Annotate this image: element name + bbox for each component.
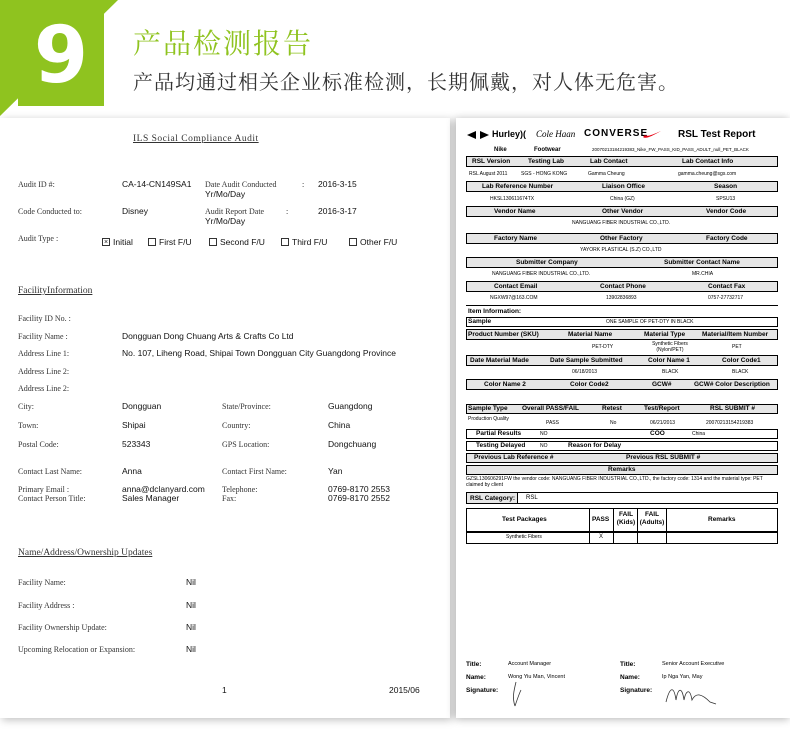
type-option-third: Third F/U (281, 237, 327, 247)
conducted-to-label: Code Conducted to: (18, 207, 82, 216)
telephone-value: 0769-8170 2553 (328, 484, 390, 494)
type-option-other: Other F/U (349, 237, 397, 247)
address3-label: Address Line 2: (18, 384, 70, 393)
contact-fax: 0757-27732717 (708, 295, 744, 301)
sample-type: Production Quality (468, 416, 509, 422)
category-label: RSL Category: (470, 495, 516, 502)
rsl-version: RSL August 2011 (469, 171, 508, 177)
report-title: RSL Test Report (678, 129, 756, 140)
col-other-vendor: Other Vendor (602, 208, 644, 215)
fax-value: 0769-8170 2552 (328, 493, 390, 503)
sig1-name: Wong Yiu Man, Vincent (508, 674, 565, 680)
col-gcw: GCW# (652, 381, 672, 388)
category-value: RSL (526, 495, 538, 501)
col-submit: RSL SUBMIT # (710, 405, 756, 412)
first-name-value: Yan (328, 466, 343, 476)
gps-value: Dongchuang (328, 439, 377, 449)
col-liaison-office: Liaison Office (602, 183, 645, 190)
page-number: 1 (222, 685, 227, 695)
footer-date: 2015/06 (389, 685, 420, 695)
update-name-label: Facility Name: (18, 578, 66, 587)
date-submitted: 06/18/2013 (572, 369, 598, 375)
section-subtitle: 产品均通过相关企业标准检测，长期佩戴，对人体无危害。 (133, 70, 679, 94)
col-fail-adults: FAIL (Adults) (639, 511, 665, 526)
town-value: Shipai (122, 420, 146, 430)
col-color-name-1: Color Name 1 (648, 357, 690, 364)
col-test-report: Test/Report (644, 405, 680, 412)
cole-haan-wordmark: Cole Haan (536, 129, 576, 139)
address1-value: No. 107, Liheng Road, Shipai Town Dongguan City Guangdong Province (122, 348, 396, 358)
col-rsl-version: RSL Version (472, 158, 511, 165)
col-sku: Product Number (SKU) (468, 331, 539, 338)
audit-type-label: Audit Type : (18, 234, 59, 243)
colon: : (286, 207, 289, 216)
checkbox (349, 238, 357, 246)
facility-id-label: Facility ID No. : (18, 314, 71, 323)
section-title: 产品检测报告 (133, 27, 314, 60)
delay-reason-label: Reason for Delay (568, 442, 622, 449)
last-name-value: Anna (122, 466, 142, 476)
color-code-1: BLACK (732, 369, 749, 375)
section-number-badge: 9 (18, 6, 104, 106)
testing-delayed: NO (540, 443, 548, 449)
retest: No (610, 420, 617, 426)
col-color-code-2: Color Code2 (570, 381, 609, 388)
facility-heading: FacilityInformation (18, 286, 93, 296)
type-option-second: Second F/U (209, 237, 265, 247)
item-information-heading: Item Information: (468, 308, 522, 315)
col-factory-code: Factory Code (706, 235, 748, 242)
conducted-to-value: Disney (122, 206, 148, 216)
partial-results-label: Partial Results (476, 430, 522, 437)
hurley-wordmark: Hurley)( (492, 129, 527, 139)
update-address-label: Facility Address : (18, 601, 75, 610)
type-option-initial: × Initial (103, 237, 133, 247)
type-option-first: First F/U (148, 237, 192, 247)
col-other-factory: Other Factory (600, 235, 643, 242)
material-item: PET (732, 344, 742, 350)
facility-name-label: Facility Name : (18, 332, 68, 341)
lab-contact: Gamma Cheung (588, 171, 625, 177)
report-date-value: 2016-3-17 (318, 206, 357, 216)
person-title-label: Contact Person Title: (18, 494, 86, 503)
country-value: China (328, 420, 351, 430)
overall-result: PASS (546, 420, 559, 426)
col-vendor-code: Vendor Code (706, 208, 747, 215)
col-test-packages: Test Packages (502, 516, 547, 523)
converse-wordmark: CONVERSE (584, 128, 649, 139)
color-name-1: BLACK (662, 369, 679, 375)
update-relocation-label: Upcoming Relocation or Expansion: (18, 645, 136, 654)
country-label: Country: (222, 421, 251, 430)
city-value: Dongguan (122, 401, 162, 411)
col-submitter-contact: Submitter Contact Name (664, 259, 740, 266)
postal-value: 523343 (122, 439, 151, 449)
contact-phone: 13902836893 (606, 295, 637, 301)
sample-label: Sample (468, 318, 492, 325)
facility-name-value: Dongguan Dong Chuang Arts & Crafts Co Ltd (122, 331, 294, 341)
hurley-logo-icon (466, 130, 490, 140)
col-retest: Retest (602, 405, 622, 412)
sig2-name: Ip Nga Yan, May (662, 674, 703, 680)
sig2-title-label: Title: (620, 661, 636, 668)
testing-delayed-label: Testing Delayed (476, 442, 526, 449)
col-testing-lab: Testing Lab (528, 158, 564, 165)
col-contact-fax: Contact Fax (708, 283, 746, 290)
col-material-item: Material/Item Number (702, 331, 769, 338)
first-name-label: Contact First Name: (222, 467, 287, 476)
email-label: Primary Email : (18, 485, 70, 494)
fax-label: Fax: (222, 494, 237, 503)
date-conducted-label: Date Audit Conducted (205, 180, 277, 189)
col-lab-contact-info: Lab Contact Info (682, 158, 734, 165)
signature-1-mark (508, 680, 524, 708)
submit-number: 20070213154219383 (706, 420, 754, 426)
coo: China (692, 431, 706, 437)
lab-reference: HKSL130611674TX (490, 196, 535, 202)
col-factory-name: Factory Name (494, 235, 537, 242)
submitter-company: NANGUANG FIBER INDUSTRIAL CO.,LTD. (492, 271, 591, 277)
updates-heading: Name/Address/Ownership Updates (18, 548, 153, 558)
sig1-title-label: Title: (466, 661, 482, 668)
state-label: State/Province: (222, 402, 271, 411)
package-name: Synthetic Fibers (506, 534, 542, 540)
sample-value: ONE SAMPLE OF PET-DTY IN BLACK (606, 319, 694, 325)
state-value: Guangdong (328, 401, 373, 411)
package-pass-mark: X (599, 534, 604, 540)
report-date-label: Audit Report Date (205, 207, 265, 216)
telephone-label: Telephone: (222, 485, 258, 494)
lab-contact-info: gamma.cheung@sgs.com (678, 171, 737, 177)
col-overall: Overall PASS/FAIL (522, 405, 579, 412)
col-color-name-2: Color Name 2 (484, 381, 526, 388)
season: SPSU13 (716, 196, 736, 202)
material-type: Synthetic Fibers (Nylon/PET) (652, 341, 688, 353)
col-pass: PASS (592, 516, 610, 523)
contact-email: NGXW97@163.COM (490, 295, 538, 301)
col-vendor-name: Vendor Name (494, 208, 536, 215)
checkbox-checked: × (103, 238, 109, 246)
submitter-contact: MR.CHIA (692, 271, 714, 277)
category-footwear: Footwear (534, 147, 561, 153)
sig1-title: Account Manager (508, 661, 552, 667)
gps-label: GPS Location: (222, 440, 270, 449)
testing-lab: SGS - HONG KONG (521, 171, 568, 177)
col-fail-kids: FAIL (Kids) (616, 511, 636, 526)
report-code: 200702131842193​83_Nike_FW_PASS_KID_PASS_ADULT_null_PET_BLACK (592, 147, 749, 152)
coo-label: COO (650, 430, 665, 437)
update-relocation-value: Nil (186, 644, 196, 654)
col-contact-email: Contact Email (494, 283, 538, 290)
test-report-date: 06/21/2013 (650, 420, 676, 426)
col-sample-type: Sample Type (468, 405, 508, 412)
town-label: Town: (18, 421, 39, 430)
update-ownership-value: Nil (186, 622, 196, 632)
col-material-type: Material Type (644, 331, 686, 338)
col-submitter-company: Submitter Company (516, 259, 578, 266)
sig1-signature-label: Signature: (466, 687, 499, 694)
date-conducted-value: 2016-3-15 (318, 179, 357, 189)
partial-results: NO (540, 431, 548, 437)
signature-2-mark (664, 682, 718, 706)
remarks-text: GZSL130606291FW the vendor code: NANGUANG FIBER INDUSTRIAL CO.,LTD., the factory code: 1314 and the material type: PET claimed by client (466, 476, 763, 488)
previous-lab-reference-label: Previous Lab Reference # (474, 454, 554, 461)
col-remarks: Remarks (708, 516, 736, 523)
report-date-sub: Yr/Mo/Day (205, 216, 246, 226)
divider (466, 305, 778, 306)
col-date-made: Date Material Made (470, 357, 529, 364)
sig2-signature-label: Signature: (620, 687, 653, 694)
liaison-office: China (GZ) (610, 196, 635, 202)
update-address-value: Nil (186, 600, 196, 610)
audit-document (0, 118, 450, 718)
city-label: City: (18, 402, 35, 411)
checkbox (148, 238, 156, 246)
other-vendor: NANGUANG FIBER INDUSTRIAL CO.,LTD. (572, 220, 671, 226)
col-contact-phone: Contact Phone (600, 283, 646, 290)
remarks-label: Remarks (608, 466, 636, 473)
colon: : (302, 180, 305, 189)
col-gcw-description: GCW# Color Description (694, 381, 770, 388)
date-conducted-sub: Yr/Mo/Day (205, 189, 246, 199)
audit-id-value: CA-14-CN149SA1 (122, 179, 192, 189)
col-lab-contact: Lab Contact (590, 158, 628, 165)
update-ownership-label: Facility Ownership Update: (18, 623, 107, 632)
col-date-submitted: Date Sample Submitted (550, 357, 623, 364)
person-title-value: Sales Manager (122, 493, 180, 503)
col-season: Season (714, 183, 738, 190)
sig1-name-label: Name: (466, 674, 486, 681)
nike-swoosh-icon (642, 129, 662, 139)
address2-label: Address Line 2: (18, 367, 70, 376)
sig2-name-label: Name: (620, 674, 640, 681)
sig2-title: Senior Account Executive (662, 661, 725, 667)
header-banner (0, 0, 790, 116)
material-name: PET-DTY (592, 344, 614, 350)
postal-label: Postal Code: (18, 440, 59, 449)
audit-id-label: Audit ID #: (18, 180, 55, 189)
col-material-name: Material Name (568, 331, 613, 338)
email-value: anna@dclanyard.com (122, 484, 205, 494)
col-lab-reference: Lab Reference Number (482, 183, 554, 190)
address1-label: Address Line 1: (18, 349, 70, 358)
last-name-label: Contact Last Name: (18, 467, 82, 476)
rsl-report-document (456, 118, 790, 718)
brand-nike: Nike (494, 147, 507, 153)
col-color-code-1: Color Code1 (722, 357, 761, 364)
audit-title: ILS Social Compliance Audit (133, 134, 259, 144)
checkbox (281, 238, 289, 246)
update-name-value: Nil (186, 577, 196, 587)
checkbox (209, 238, 217, 246)
other-factory: YAYORK PLASTICAL (S.Z) CO.,LTD (580, 247, 662, 253)
previous-rsl-submit-label: Previous RSL SUBMIT # (626, 454, 701, 461)
